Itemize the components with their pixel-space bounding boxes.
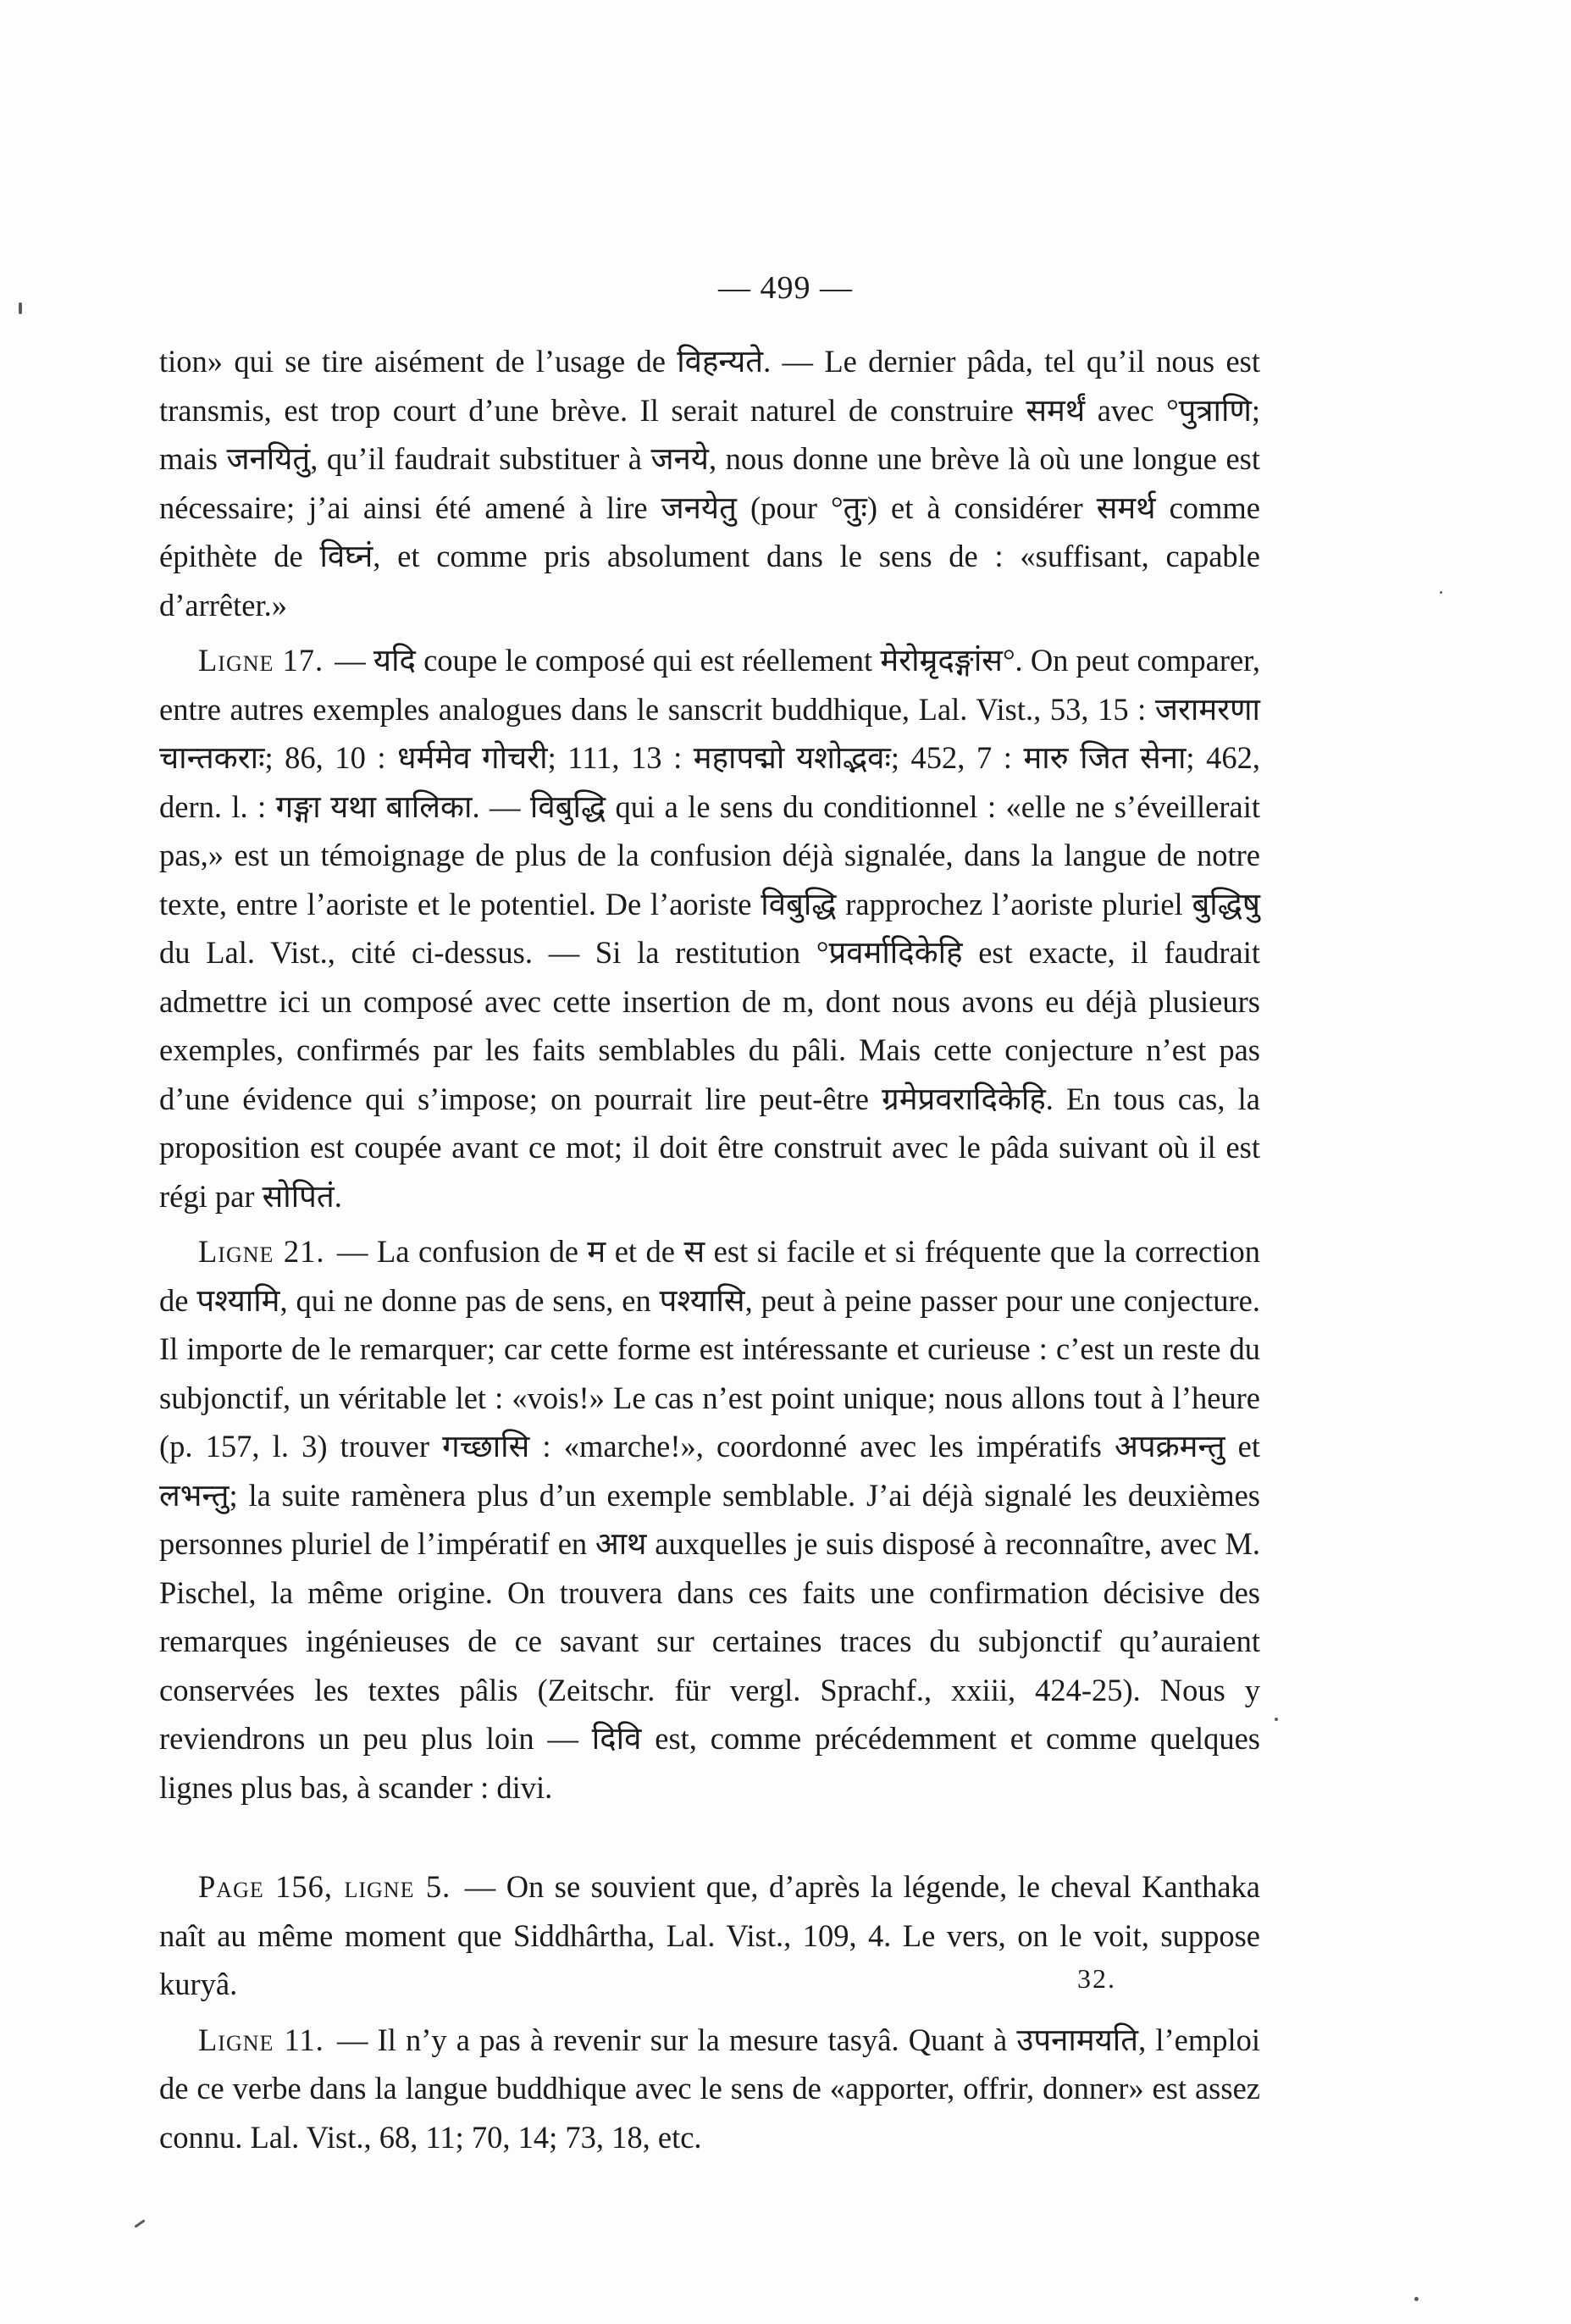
paragraph-text: tion» qui se tire aisément de l’usage de विहन्यते. — Le dernier pâda, tel qu’il nous est transmis, est trop court d’une brève. Il serait naturel de construire समर्थं avec °पुत्राणि; mais जनयितुं, qu’il faudrait substituer à जनये, nous donne une brève là où une longue est nécessaire; j’ai ainsi été amené à lire जनयेतु (pour °तुः) et à considérer समर्थ comme épithète de विघ्नं, et comme pris absolument dans le sens de : «suffisant, capable d’arrêter.» [159,344,1260,622]
paragraph-text: — Il n’y a pas à revenir sur la mesure tasyâ. Quant à उपनामयति, l’emploi de ce verbe dans la langue buddhique avec le sens de «apporter, offrir, donner» est assez connu. Lal. Vist., 68, 11; 70, 14; 73, 18, etc. [159,2022,1260,2155]
scan-speck [1414,2297,1419,2301]
paragraph-ligne-21 [159,1227,1260,1812]
paragraph-text: — La confusion de म et de स est si facile et si fréquente que la correction de पश्यामि, qui ne donne pas de sens, en पश्यासि, peut à peine passer pour une conjecture. Il importe de le remarquer; car cette forme est intéressante et curieuse : c’est un reste du subjonctif, un véritable let : «vois!» Le cas n’est point unique; nous allons tout à l’heure (p. 157, l. 3) trouver गच्छासि : «marche!», coordonné avec les impératifs अपक्रमन्तु et लभन्तु; la suite ramènera plus d’un exemple semblable. J’ai déjà signalé les deuxièmes personnes pluriel de l’impératif en आथ auxquelles je suis disposé à reconnaître, avec M. Pischel, la même origine. On trouvera dans ces faits une confirmation décisive des remarques ingénieuses de ce savant sur certaines traces du subjonctif qu’auraient conservées les textes pâlis (Zeitschr. für vergl. Sprachf., xxiii, 424-25). Nous y reviendrons un peu plus loin — दिवि est, comme précédemment et comme quelques lignes plus bas, à scander : divi. [159,1234,1261,1805]
body-text [159,337,1260,2161]
scan-speck [134,2219,145,2227]
paragraph-text: — यदि coupe le composé qui est réellement मेरोम्रृदङ्गांस°. On peut comparer, entre autres exemples analogues dans le sanscrit buddhique, Lal. Vist., 53, 15 : जरामरणा चान्तकराः; 86, 10 : धर्ममेव गोचरी; 111, 13 : महापद्मो यशोद्भवः; 452, 7 : मारु जित सेना; 462, dern. l. : गङ्गा यथा बालिका. — विबुद्धि qui a le sens du conditionnel : «elle ne s’éveillerait pas,» est un témoignage de plus de la confusion déjà signalée, dans la langue de notre texte, entre l’aoriste et le potentiel. De l’aoriste विबुद्धि rapprochez l’aoriste pluriel बुद्धिषु du Lal. Vist., cité ci-dessus. — Si la restitution °प्रवर्मादिकेहि est exacte, il faudrait admettre ici un composé avec cette insertion de m, dont nous avons eu déjà plusieurs exemples, confirmés par les faits semblables du pâli. Mais cette conjecture n’est pas d’une évidence qui s’impose; on pourrait lire peut-être ग्रमेप्रवरादिकेहि. En tous cas, la proposition est coupée avant ce mot; il doit être construit avec le pâda suivant où il est régi par सोपितं. [159,643,1261,1214]
paragraph-text: — On se souvient que, d’après la légende, le cheval Kanthaka naît au même moment que Siddhârtha, Lal. Vist., 109, 4. Le vers, on le voit, suppose kuryâ. [159,1869,1261,2001]
scan-speck [1440,591,1442,594]
scan-speck [19,302,22,314]
paragraph-lead: Ligne 21. [198,1234,325,1269]
signature-mark: 32. [1077,1963,1116,1994]
paragraph-ligne-11 [159,2016,1260,2162]
scan-speck [1275,1718,1278,1721]
paragraph-lead: Page 156, ligne 5. [198,1869,451,1904]
paragraph-ligne-17 [159,636,1260,1220]
paragraph-lead: Ligne 17. [198,643,324,678]
paragraph-continuation [159,337,1260,629]
paragraph-lead: Ligne 11. [198,2022,324,2057]
page-number: — 499 — [718,270,853,306]
